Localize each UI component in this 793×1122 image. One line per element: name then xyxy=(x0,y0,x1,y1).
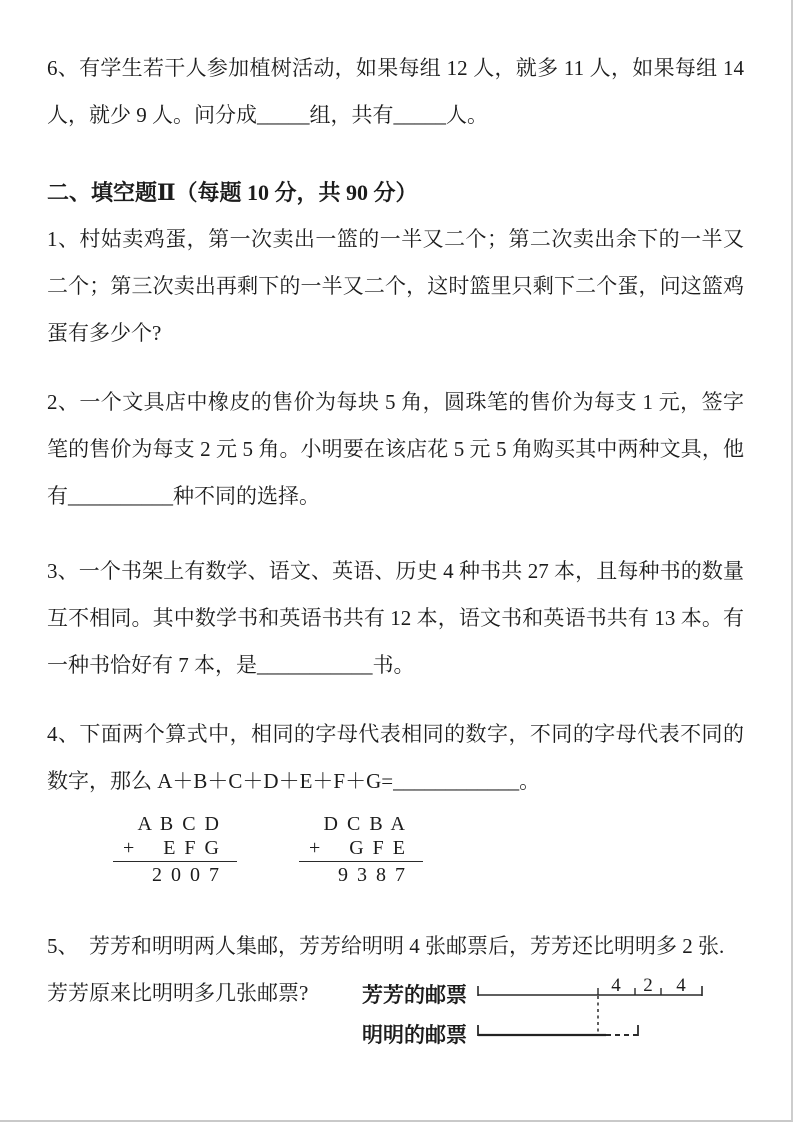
q2-line-2: 笔的售价为每支 2 元 5 角。小明要在该店花 5 元 5 角购买其中两种文具，他 xyxy=(47,437,744,461)
q5-line-2: 芳芳原来比明明多几张邮票? xyxy=(47,981,309,1005)
question-1 xyxy=(47,216,744,357)
q3-line-2: 互不相同。其中数学书和英语书共有 12 本，语文书和英语书共有 13 本。有 xyxy=(47,606,744,630)
puzzle1-sum: 2 0 0 7 xyxy=(152,864,221,886)
puzzle2-sum-rule xyxy=(299,861,423,862)
q2-line-1: 2、一个文具店中橡皮的售价为每块 5 角，圆珠笔的售价为每支 1 元，签字 xyxy=(47,390,744,414)
question-3 xyxy=(47,548,744,689)
segment-label-4b: 4 xyxy=(676,975,686,996)
puzzle2-addend-top: D C B A xyxy=(323,813,407,835)
q1-line-2: 二个；第三次卖出再剩下的一半又二个，这时篮里只剩下二个蛋，问这篮鸡 xyxy=(47,274,744,298)
segment-label-4a: 4 xyxy=(611,975,621,996)
q1-line-3: 蛋有多少个? xyxy=(47,321,162,345)
fangfang-label: 芳芳的邮票 xyxy=(362,983,467,1007)
addition-puzzles xyxy=(113,812,744,887)
q3-line-1: 3、一个书架上有数学、语文、英语、历史 4 种书共 27 本，且每种书的数量 xyxy=(47,559,744,583)
addition-puzzle-left xyxy=(113,812,237,887)
segment-label-2: 2 xyxy=(643,975,653,996)
question-6 xyxy=(47,45,744,139)
addition-puzzle-right xyxy=(299,812,423,887)
puzzle1-sum-rule xyxy=(113,861,237,862)
q3-line-3: 一种书恰好有 7 本，是___________书。 xyxy=(47,653,415,677)
stamp-bar-diagram xyxy=(358,973,758,1065)
puzzle2-sum: 9 3 8 7 xyxy=(338,864,407,886)
puzzle1-plus-sign: + xyxy=(123,837,135,859)
q4-line-1: 4、下面两个算式中，相同的字母代表相同的数字，不同的字母代表不同的 xyxy=(47,722,744,746)
question-4 xyxy=(47,711,744,805)
q5-line-1: 5、 芳芳和明明两人集邮，芳芳给明明 4 张邮票后，芳芳还比明明多 2 张. xyxy=(47,934,725,958)
q6-line-1: 6、有学生若干人参加植树活动，如果每组 12 人，就多 11 人，如果每组 14 xyxy=(47,56,744,80)
question-2 xyxy=(47,379,744,520)
section-heading: 二、填空题Ⅱ（每题 10 分，共 90 分） xyxy=(47,180,418,205)
q1-line-1: 1、村姑卖鸡蛋，第一次卖出一篮的一半又二个；第二次卖出余下的一半又 xyxy=(47,227,744,251)
puzzle1-addend-top: A B C D xyxy=(137,813,221,835)
q6-line-2: 人，就少 9 人。问分成_____组，共有_____人。 xyxy=(47,103,488,127)
puzzle2-plus-sign: + xyxy=(309,837,321,859)
q2-line-3: 有__________种不同的选择。 xyxy=(47,484,320,508)
q4-line-2: 数字，那么 A＋B＋C＋D＋E＋F＋G=____________。 xyxy=(47,769,541,793)
puzzle2-addend-bottom: G F E xyxy=(349,837,407,859)
puzzle1-addend-bottom: E F G xyxy=(163,837,221,859)
mingming-label: 明明的邮票 xyxy=(362,1023,467,1047)
